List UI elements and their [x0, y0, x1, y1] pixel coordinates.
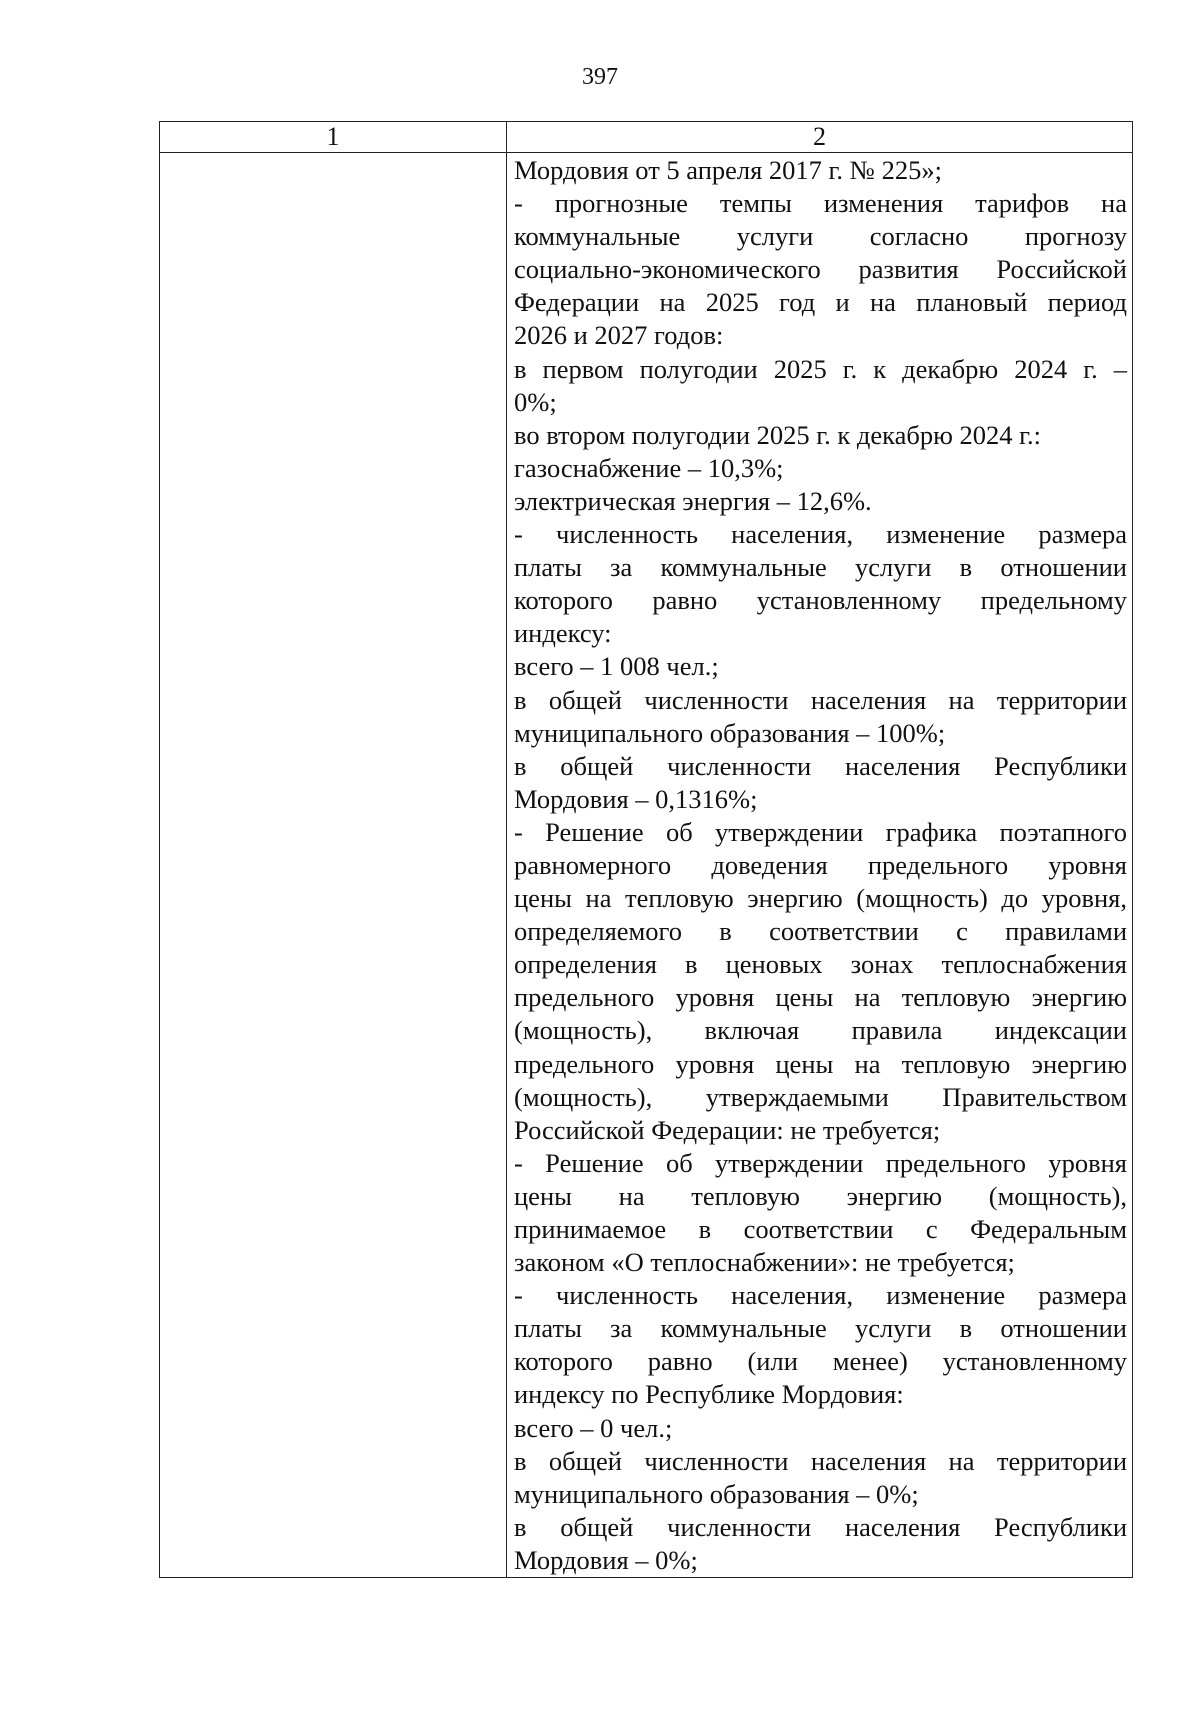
text-line: платы за коммунальные услуги в отношении [514, 552, 1127, 583]
text-line: цены на тепловую энергию (мощность) до уровня, [514, 883, 1127, 914]
column-2-text [514, 154, 1127, 1577]
text-line: социально-экономического развития Российской [514, 254, 1127, 285]
text-line: в общей численности населения Республики [514, 1511, 1127, 1542]
text-line: в первом полугодии 2025 г. к декабрю 2024 г. – [514, 353, 1127, 384]
text-line: определения в ценовых зонах теплоснабжения [514, 949, 1127, 980]
text-line: муниципального образования – 100%; [514, 717, 946, 748]
text-line: в общей численности населения на территории [514, 1445, 1127, 1476]
text-line: индексу: [514, 618, 612, 649]
text-line: (мощность), включая правила индексации [514, 1015, 1127, 1046]
column-1-cell [160, 153, 507, 1578]
text-line: определяемого в соответствии с правилами [514, 916, 1127, 947]
text-line: электрическая энергия – 12,6%. [514, 485, 872, 516]
text-line: платы за коммунальные услуги в отношении [514, 1313, 1127, 1344]
table-row [160, 153, 1133, 1578]
text-line: (мощность), утверждаемыми Правительством [514, 1081, 1127, 1112]
text-line: 2026 и 2027 годов: [514, 320, 724, 351]
text-line: всего – 1 008 чел.; [514, 651, 719, 682]
text-line: - Решение об утверждении предельного уровня [514, 1147, 1127, 1178]
text-line: которого равно установленному предельному [514, 585, 1127, 616]
text-line: 0%; [514, 386, 557, 417]
text-line: которого равно (или менее) установленному [514, 1346, 1127, 1377]
text-line: цены на тепловую энергию (мощность), [514, 1180, 1127, 1211]
document-table [159, 121, 1133, 1578]
text-line: Мордовия – 0,1316%; [514, 783, 758, 814]
text-line: коммунальные услуги согласно прогнозу [514, 221, 1127, 252]
text-line: во втором полугодии 2025 г. к декабрю 2024 г.: [514, 419, 1042, 450]
text-line: Мордовия от 5 апреля 2017 г. № 225»; [514, 155, 942, 185]
text-line: индексу по Республике Мордовия: [514, 1379, 904, 1410]
text-line: законом «О теплоснабжении»: не требуется; [514, 1247, 1015, 1278]
text-line: всего – 0 чел.; [514, 1412, 673, 1443]
page-number: 397 [582, 64, 618, 90]
text-line: принимаемое в соответствии с Федеральным [514, 1214, 1127, 1244]
text-line: Мордовия – 0%; [514, 1544, 698, 1575]
text-line: - численность населения, изменение размера [514, 1280, 1127, 1311]
column-header-1: 1 [160, 122, 507, 153]
text-line: равномерного доведения предельного уровня [514, 849, 1127, 880]
column-header-2: 2 [507, 122, 1133, 153]
text-line: предельного уровня цены на тепловую энергию [514, 1048, 1127, 1079]
text-line: в общей численности населения Республики [514, 750, 1127, 781]
text-line: в общей численности населения на территории [514, 684, 1127, 715]
text-line: Федерации на 2025 год и на плановый период [514, 287, 1127, 318]
text-line: - прогнозные темпы изменения тарифов на [514, 188, 1127, 219]
table-header-row [160, 122, 1133, 153]
text-line: - численность населения, изменение размера [514, 519, 1127, 550]
column-2-cell [507, 153, 1133, 1578]
text-line: газоснабжение – 10,3%; [514, 452, 784, 483]
text-line: Российской Федерации: не требуется; [514, 1114, 941, 1145]
text-line: - Решение об утверждении графика поэтапного [514, 816, 1127, 847]
text-line: муниципального образования – 0%; [514, 1478, 919, 1509]
text-line: предельного уровня цены на тепловую энергию [514, 982, 1127, 1013]
